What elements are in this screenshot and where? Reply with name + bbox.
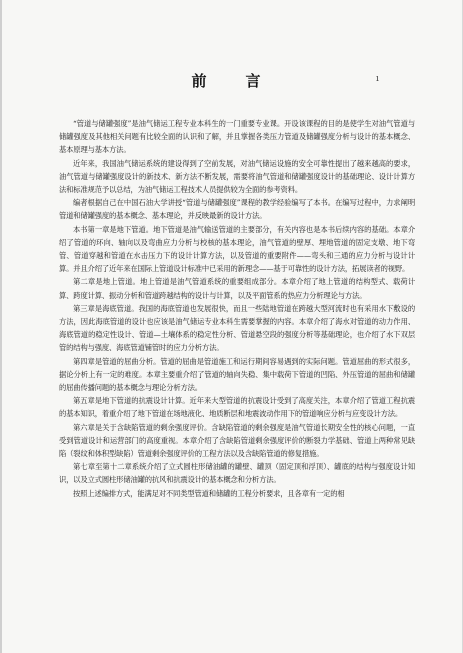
paragraph: 近年来，我国油气储运系统的建设得到了空前发展，对油气储运设施的安全可靠性提出了越来越高的要求，油气管道与储罐强度设计的新技术、新方法不断发展，需要将油气管道和储罐强度设计的基础理论、设计计算方法和标准规范予以总结，为油气储运工程技术人员提供较为全面的参考资料。 (59, 158, 415, 195)
paragraph: 第五章是地下管道的抗震设计计算。近年来大型管道的抗震设计受到了高度关注，本章介绍了管道工程抗震的基本知识，着重介绍了地下管道在场地液化、地质断层和地震波动作用下的管道响应分析与应变设计方法。 (59, 396, 415, 419)
paragraph: 第七章至第十二章系统介绍了立式圆柱形储油罐的罐壁、罐顶（固定顶和浮顶）、罐底的结构与强度设计知识，以及立式圆柱形储油罐的抗风和抗震设计的基本概念和分析方法。 (59, 462, 415, 485)
page-title: 前 言 (191, 72, 273, 90)
preface-body (59, 117, 415, 500)
paragraph: 本书第一章是地下管道。地下管道是油气输送管道的主要部分，有关内容也是本书后续内容的基础。本章介绍了管道的环向、轴向以及弯曲应力分析与校核的基本理论，油气管道的壁厚、埋地管道的固定支墩、地下弯管、管道穿越和管道在水击压力下的设计计算方法，以及管道的重要附件——弯头和三通的应力分析与设计计算。并且介绍了近年来在国际上管道设计标准中已采用的新理念——基于可靠性的设计方法，拓展读者的视野。 (59, 224, 415, 274)
margin-mark: ı (376, 74, 379, 84)
paragraph: 按照上述编排方式，能满足对不同类型管道和储罐的工程分析要求，且各章有一定的相 (73, 488, 345, 498)
paragraph: 第四章是管道的屈曲分析。管道的屈曲是管道施工和运行期间容易遇到的实际问题。管道屈曲的形式很多，据论分析上有一定的难度。本章主要重介绍了管道的轴向失稳、集中载荷下管道的凹陷、外压管道的屈曲和储罐的屈曲传播问题的基本概念与理论分析方法。 (59, 356, 415, 393)
paragraph: “管道与储罐强度”是油气储运工程专业本科生的一门重要专业课。开设该课程的目的是使学生对油气管道与储罐强度及其他相关问题有比较全面的认识和了解，并且掌握各类压力管道及储罐强度分析与设计的基本概念、基本原理与基本方法。 (59, 119, 415, 155)
paragraph: 第六章是关于含缺陷管道的剩余强度评价。含缺陷管道的剩余强度是油气管道长期安全性的核心问题，一直受到管道设计和运营部门的高度重视。本章介绍了含缺陷管道剩余强度评价的断裂力学基础、管道上两种常见缺陷（裂纹和体积型缺陷）管道剩余强度评价的工程方法以及含缺陷管道的修复措施。 (59, 422, 415, 459)
paragraph: 第二章是地上管道。地上管道是油气管道系统的重要组成部分。本章介绍了地上管道的结构型式、载荷计算、跨度计算、振动分析和管道跨越结构的设计与计算，以及平面管系的热应力分析理论与方法。 (59, 277, 415, 300)
paragraph: 第三章是海底管道。我国的海底管道也发展很快，而且一些陆地管道在跨越大型河流时也有采用水下敷设的方法，因此海底管道的设计也应该是油气储运专业本科生需要掌握的内容。本章介绍了海水对管道的动力作用、海底管道的稳定性设计、管道—土壤体系的稳定性分析、管道悬空段的强度分析等基础理论，也介绍了水下双层管的结构与强度、海底管道铺管时的应力分析方法。 (59, 303, 415, 353)
paragraph: 编者根据自己在中国石油大学讲授“管道与储罐强度”课程的教学经验编写了本书。在编写过程中，力求阐明管道和储罐强度的基本概念、基本理论，并反映最新的设计方法。 (59, 198, 415, 221)
